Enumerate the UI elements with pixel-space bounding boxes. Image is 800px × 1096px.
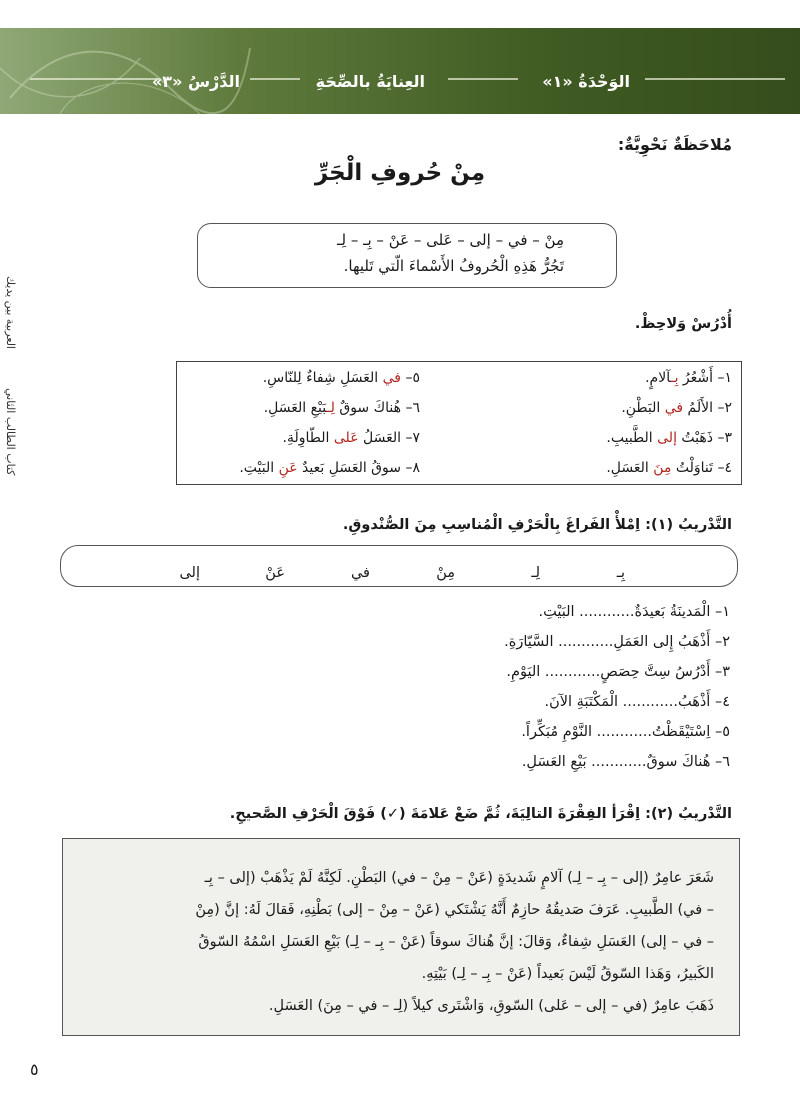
word-bank-item: في [350, 565, 370, 581]
word-bank-item: لِـ [531, 565, 540, 581]
paragraph-line: ذَهَبَ عامِرٌ (في – إلى – عَلى) السّوقِ، وَاشْتَرى كيلاً (لِـ – في – مِنَ) العَسَلِ. [268, 998, 714, 1014]
unit-label: الوَحْدَةُ «١» [542, 72, 630, 91]
rule-box [197, 223, 617, 288]
header-divider-right [645, 78, 785, 80]
side-volume-title: كتاب الطالب الثاني [4, 388, 17, 476]
word-bank-item: مِنْ [436, 565, 455, 581]
example-2: ٢– الأَلَمُ في البَطْنِ. [621, 400, 732, 416]
fill-item-4: ٤– أَذْهَبُ............ الْمَكْتَبَةِ الآنَ. [544, 694, 730, 710]
paragraph-line: شَعَرَ عامِرٌ (إلى – بِـ – لِـ) آلامٍ شَديدَةٍ (عَنْ – مِنْ – في) البَطْنِ. لَكِنَّهُ لَمْ يَذْهَبْ (إلى – بِـ [204, 870, 714, 886]
decorative-swirl-icon [0, 28, 260, 114]
prepositions-list: مِنْ – في – إلى – عَلى – عَنْ – بِـ – لِـ [337, 231, 564, 249]
fill-item-5: ٥– اِسْتَيْقَظْتُ............ النَّوْمِ مُبَكِّراً. [521, 724, 730, 740]
header-divider-mid-left [250, 78, 300, 80]
page-title: مِنْ حُروفِ الْجَرِّ [314, 160, 486, 186]
example-6: ٦– هُناكَ سوقٌ لِـبَيْعِ العَسَلِ. [263, 400, 420, 416]
grammar-note-title: مُلاحَظَةٌ نَحْوِيَّةٌ: [617, 135, 732, 154]
example-1: ١– أَشْعُرُ بِـآلامٍ. [645, 370, 732, 386]
word-bank-item: عَنْ [265, 565, 285, 581]
study-title: أُدْرُسْ وَلاحِظْ. [634, 316, 732, 332]
example-7: ٧– العَسَلُ عَلى الطّاوِلَةِ. [282, 430, 420, 446]
example-4: ٤– تَناوَلْتُ مِنَ العَسَلِ. [606, 460, 732, 476]
paragraph-line: الكَبيرُ، وَهَذا السّوقُ لَيْسَ بَعيداً (عَنْ – بِـ – لِـ) بَيْتِهِ. [421, 966, 714, 982]
theme-label: العِنايَةُ بالصِّحَةِ [315, 72, 425, 91]
header-banner [0, 28, 800, 114]
example-5: ٥– في العَسَلِ شِفاءٌ لِلنّاسِ. [262, 370, 420, 386]
fill-item-3: ٣– أَدْرُسُ سِتَّ حِصَصٍ............ اليَوْمِ. [506, 664, 730, 680]
fill-item-1: ١– الْمَدينَةُ بَعيدَةٌ............ البَيْتِ. [538, 604, 730, 620]
header-divider-left [30, 78, 160, 80]
fill-item-2: ٢– أَذْهَبُ إِلى العَمَلِ............ السَّيّارَةِ. [504, 634, 730, 650]
exercise-2-title: التَّدْريبُ (٢): اِقْرَأ الفِقْرَةَ التالِيَةَ، ثُمَّ ضَعْ عَلامَةَ (✓) فَوْقَ الْحَرْفِ الصَّحيحِ. [229, 806, 732, 822]
side-book-title: العربية بين يديك [4, 276, 17, 349]
rule-statement: تَجُرُّ هَذِهِ الْحُروفُ الأَسْماءَ الّتي تَليها. [343, 257, 564, 275]
paragraph-line: – في – إلى) العَسَلِ شِفاءٌ، وَقالَ: إنَّ هُناكَ سوقاً (عَنْ – بِـ – لِـ) بَيْعِ العَسَلِ اسْمُهُ السّوقُ [198, 934, 714, 950]
lesson-label: الدَّرْسُ «٣» [151, 72, 240, 91]
example-3: ٣– ذَهَبْتُ إلى الطَّبيبِ. [606, 430, 732, 446]
fill-item-6: ٦– هُناكَ سوقٌ............ بَيْعِ العَسَلِ. [521, 754, 730, 770]
example-8: ٨– سوقُ العَسَلِ بَعيدٌ عَنِ البَيْتِ. [239, 460, 420, 476]
word-bank [60, 545, 738, 587]
word-bank-item: إلى [179, 565, 200, 581]
page-number: ٥ [30, 1060, 39, 1079]
word-bank-item: بِـ [616, 565, 625, 581]
paragraph-line: – في) الطَّبيبِ. عَرَفَ صَديقُهُ حازِمٌ أَنَّهُ يَشْتَكي (عَنْ – مِنْ – إلى) بَطْنِهِ، فَقالَ لَهُ: إنَّ (مِنْ [195, 902, 714, 918]
side-caption [4, 276, 34, 596]
exercise-1-title: التَّدْريبُ (١): اِمْلأْ الفَراغَ بِالْحَرْفِ الْمُناسِبِ مِنَ الصُّنْدوقِ. [342, 517, 732, 533]
header-divider-mid-right [448, 78, 518, 80]
